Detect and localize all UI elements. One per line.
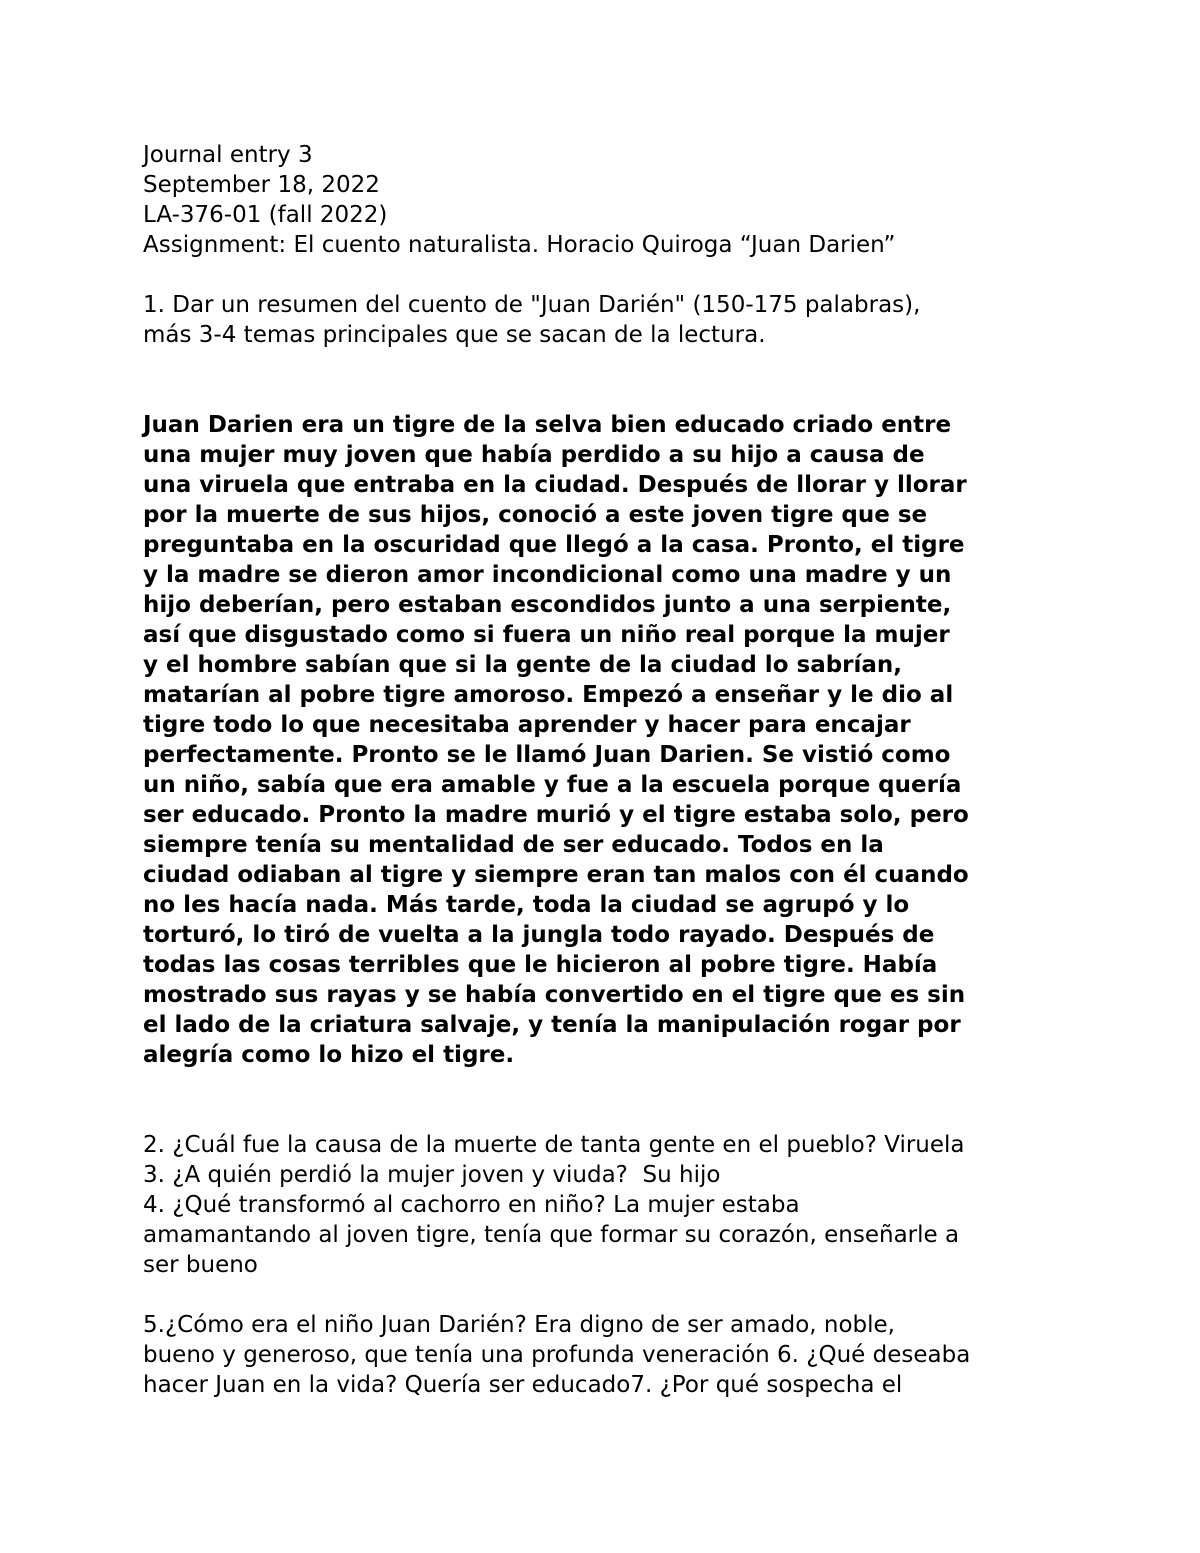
summary-line: preguntaba en la oscuridad que llegó a la casa. Pronto, el tigre [143,532,965,558]
summary-line: perfectamente. Pronto se le llamó Juan Darien. Se vistió como [143,742,951,768]
summary-paragraph [143,410,1083,1070]
summary-line: ser educado. Pronto la madre murió y el tigre estaba solo, pero [143,802,969,828]
summary-line: matarían al pobre tigre amoroso. Empezó a enseñar y le dio al [143,682,954,708]
summary-line: y el hombre sabían que si la gente de la ciudad lo sabrían, [143,652,903,678]
course-code: LA-376-01 (fall 2022) [143,202,388,228]
summary-line: mostrado sus rayas y se había convertido en el tigre que es sin [143,982,966,1008]
summary-line: tigre todo lo que necesitaba aprender y hacer para encajar [143,712,911,738]
question-4-answer: amamantando al joven tigre, tenía que formar su corazón, enseñarle a [143,1222,960,1248]
summary-line: siempre tenía su mentalidad de ser educado. Todos en la [143,832,884,858]
summary-line: una mujer muy joven que había perdido a su hijo a causa de [143,442,925,468]
summary-line: por la muerte de sus hijos, conoció a este joven tigre que se [143,502,928,528]
summary-line: una viruela que entraba en la ciudad. Después de llorar y llorar [143,472,967,498]
assignment-title: Assignment: El cuento naturalista. Horacio Quiroga “Juan Darien” [143,232,896,258]
question-5-line: 5.¿Cómo era el niño Juan Darién? Era digno de ser amado, noble, [143,1312,895,1338]
summary-line: torturó, lo tiró de vuelta a la jungla todo rayado. Después de [143,922,935,948]
summary-line: y la madre se dieron amor incondicional como una madre y un [143,562,952,588]
entry-date: September 18, 2022 [143,172,380,198]
journal-title: Journal entry 3 [143,142,313,168]
question-6-7-line: hacer Juan en la vida? Quería ser educado7. ¿Por qué sospecha el [143,1372,903,1398]
summary-line: ciudad odiaban al tigre y siempre eran tan malos con él cuando [143,862,969,888]
question-2: 2. ¿Cuál fue la causa de la muerte de tanta gente en el pueblo? Viruela [143,1132,965,1158]
question-1-line: 1. Dar un resumen del cuento de "Juan Darién" (150-175 palabras), [143,292,921,318]
summary-line: alegría como lo hizo el tigre. [143,1042,515,1068]
document-page [143,140,1083,1400]
summary-line: un niño, sabía que era amable y fue a la escuela porque quería [143,772,962,798]
question-4: 4. ¿Qué transformó al cachorro en niño? La mujer estaba [143,1192,800,1218]
summary-line: todas las cosas terribles que le hicieron al pobre tigre. Había [143,952,938,978]
summary-line: Juan Darien era un tigre de la selva bien educado criado entre [143,412,952,438]
summary-line: así que disgustado como si fuera un niño real porque la mujer [143,622,950,648]
question-3: 3. ¿A quién perdió la mujer joven y viuda? Su hijo [143,1162,721,1188]
summary-line: el lado de la criatura salvaje, y tenía la manipulación rogar por [143,1012,961,1038]
question-5-6-line: bueno y generoso, que tenía una profunda veneración 6. ¿Qué deseaba [143,1342,971,1368]
question-4-answer: ser bueno [143,1252,258,1278]
question-1-line: más 3-4 temas principales que se sacan de la lectura. [143,322,766,348]
summary-line: hijo deberían, pero estaban escondidos junto a una serpiente, [143,592,952,618]
summary-line: no les hacía nada. Más tarde, toda la ciudad se agrupó y lo [143,892,910,918]
